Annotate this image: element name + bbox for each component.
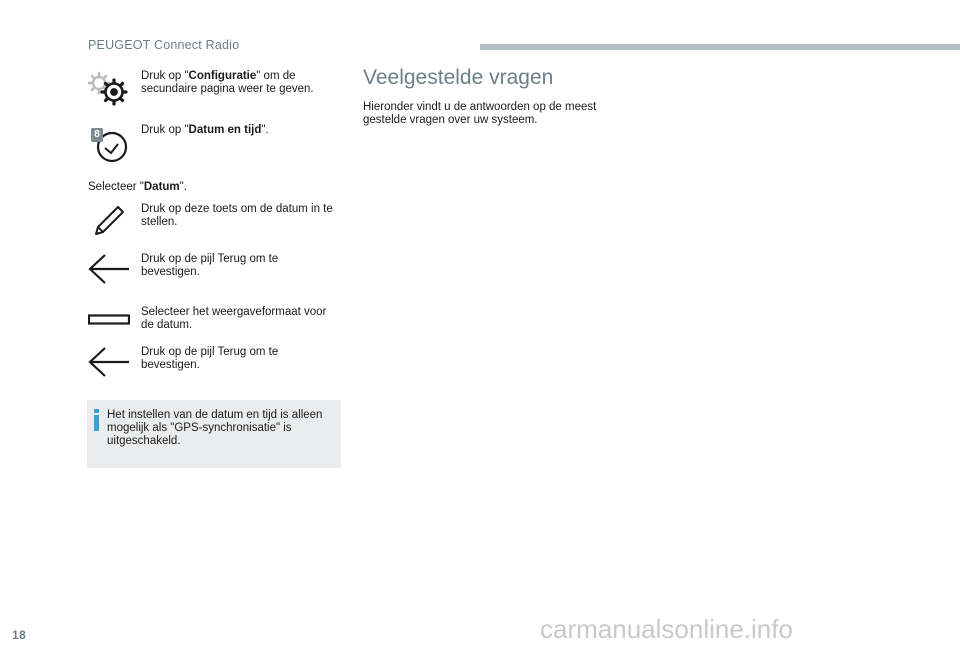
instruction-config-bold: Configuratie — [188, 70, 257, 82]
instruction-edit: Druk op deze toets om de datum in te stellen. — [141, 203, 333, 228]
instruction-select-bold: Datum — [143, 181, 180, 193]
info-icon — [93, 409, 101, 436]
faq-intro: Hieronder vindt u de antwoorden op de meest gestelde vragen over uw systeem. — [363, 101, 597, 126]
info-box — [87, 400, 341, 468]
instruction-select-pre: Selecteer " — [88, 181, 144, 193]
format-bar-icon — [88, 313, 130, 325]
instruction-back-2: Druk op de pijl Terug om te bevestigen. — [141, 346, 279, 371]
back-arrow-icon — [88, 253, 130, 285]
instruction-select — [88, 181, 338, 194]
instruction-datetime — [141, 124, 341, 137]
pencil-icon — [92, 203, 126, 237]
instruction-config-pre: Druk op " — [141, 70, 189, 82]
badge-8-label: 8 — [94, 129, 100, 140]
settings-gears-icon — [88, 70, 128, 108]
instruction-select-post: ". — [179, 181, 187, 193]
badge-8 — [91, 128, 103, 142]
instruction-datetime-bold: Datum en tijd — [188, 124, 262, 136]
back-arrow-icon — [88, 346, 130, 378]
page-number: 18 — [12, 628, 27, 642]
instruction-back-1: Druk op de pijl Terug om te bevestigen. — [141, 253, 279, 278]
instruction-format: Selecteer het weergaveformaat voor de datum. — [141, 306, 327, 331]
instruction-datetime-pre: Druk op " — [141, 124, 189, 136]
instruction-config-post: " om de secundaire pagina weer te geven. — [141, 70, 314, 95]
info-text: Het instellen van de datum en tijd is alleen mogelijk als "GPS-synchronisatie" is uitgeschakeld. — [107, 409, 323, 447]
instruction-config — [141, 70, 341, 96]
watermark: carmanualsonline.info — [540, 614, 793, 644]
instruction-datetime-post: ". — [261, 124, 269, 136]
header-rule — [480, 44, 960, 50]
header-title: PEUGEOT Connect Radio — [88, 38, 240, 52]
faq-title: Veelgestelde vragen — [363, 66, 554, 89]
